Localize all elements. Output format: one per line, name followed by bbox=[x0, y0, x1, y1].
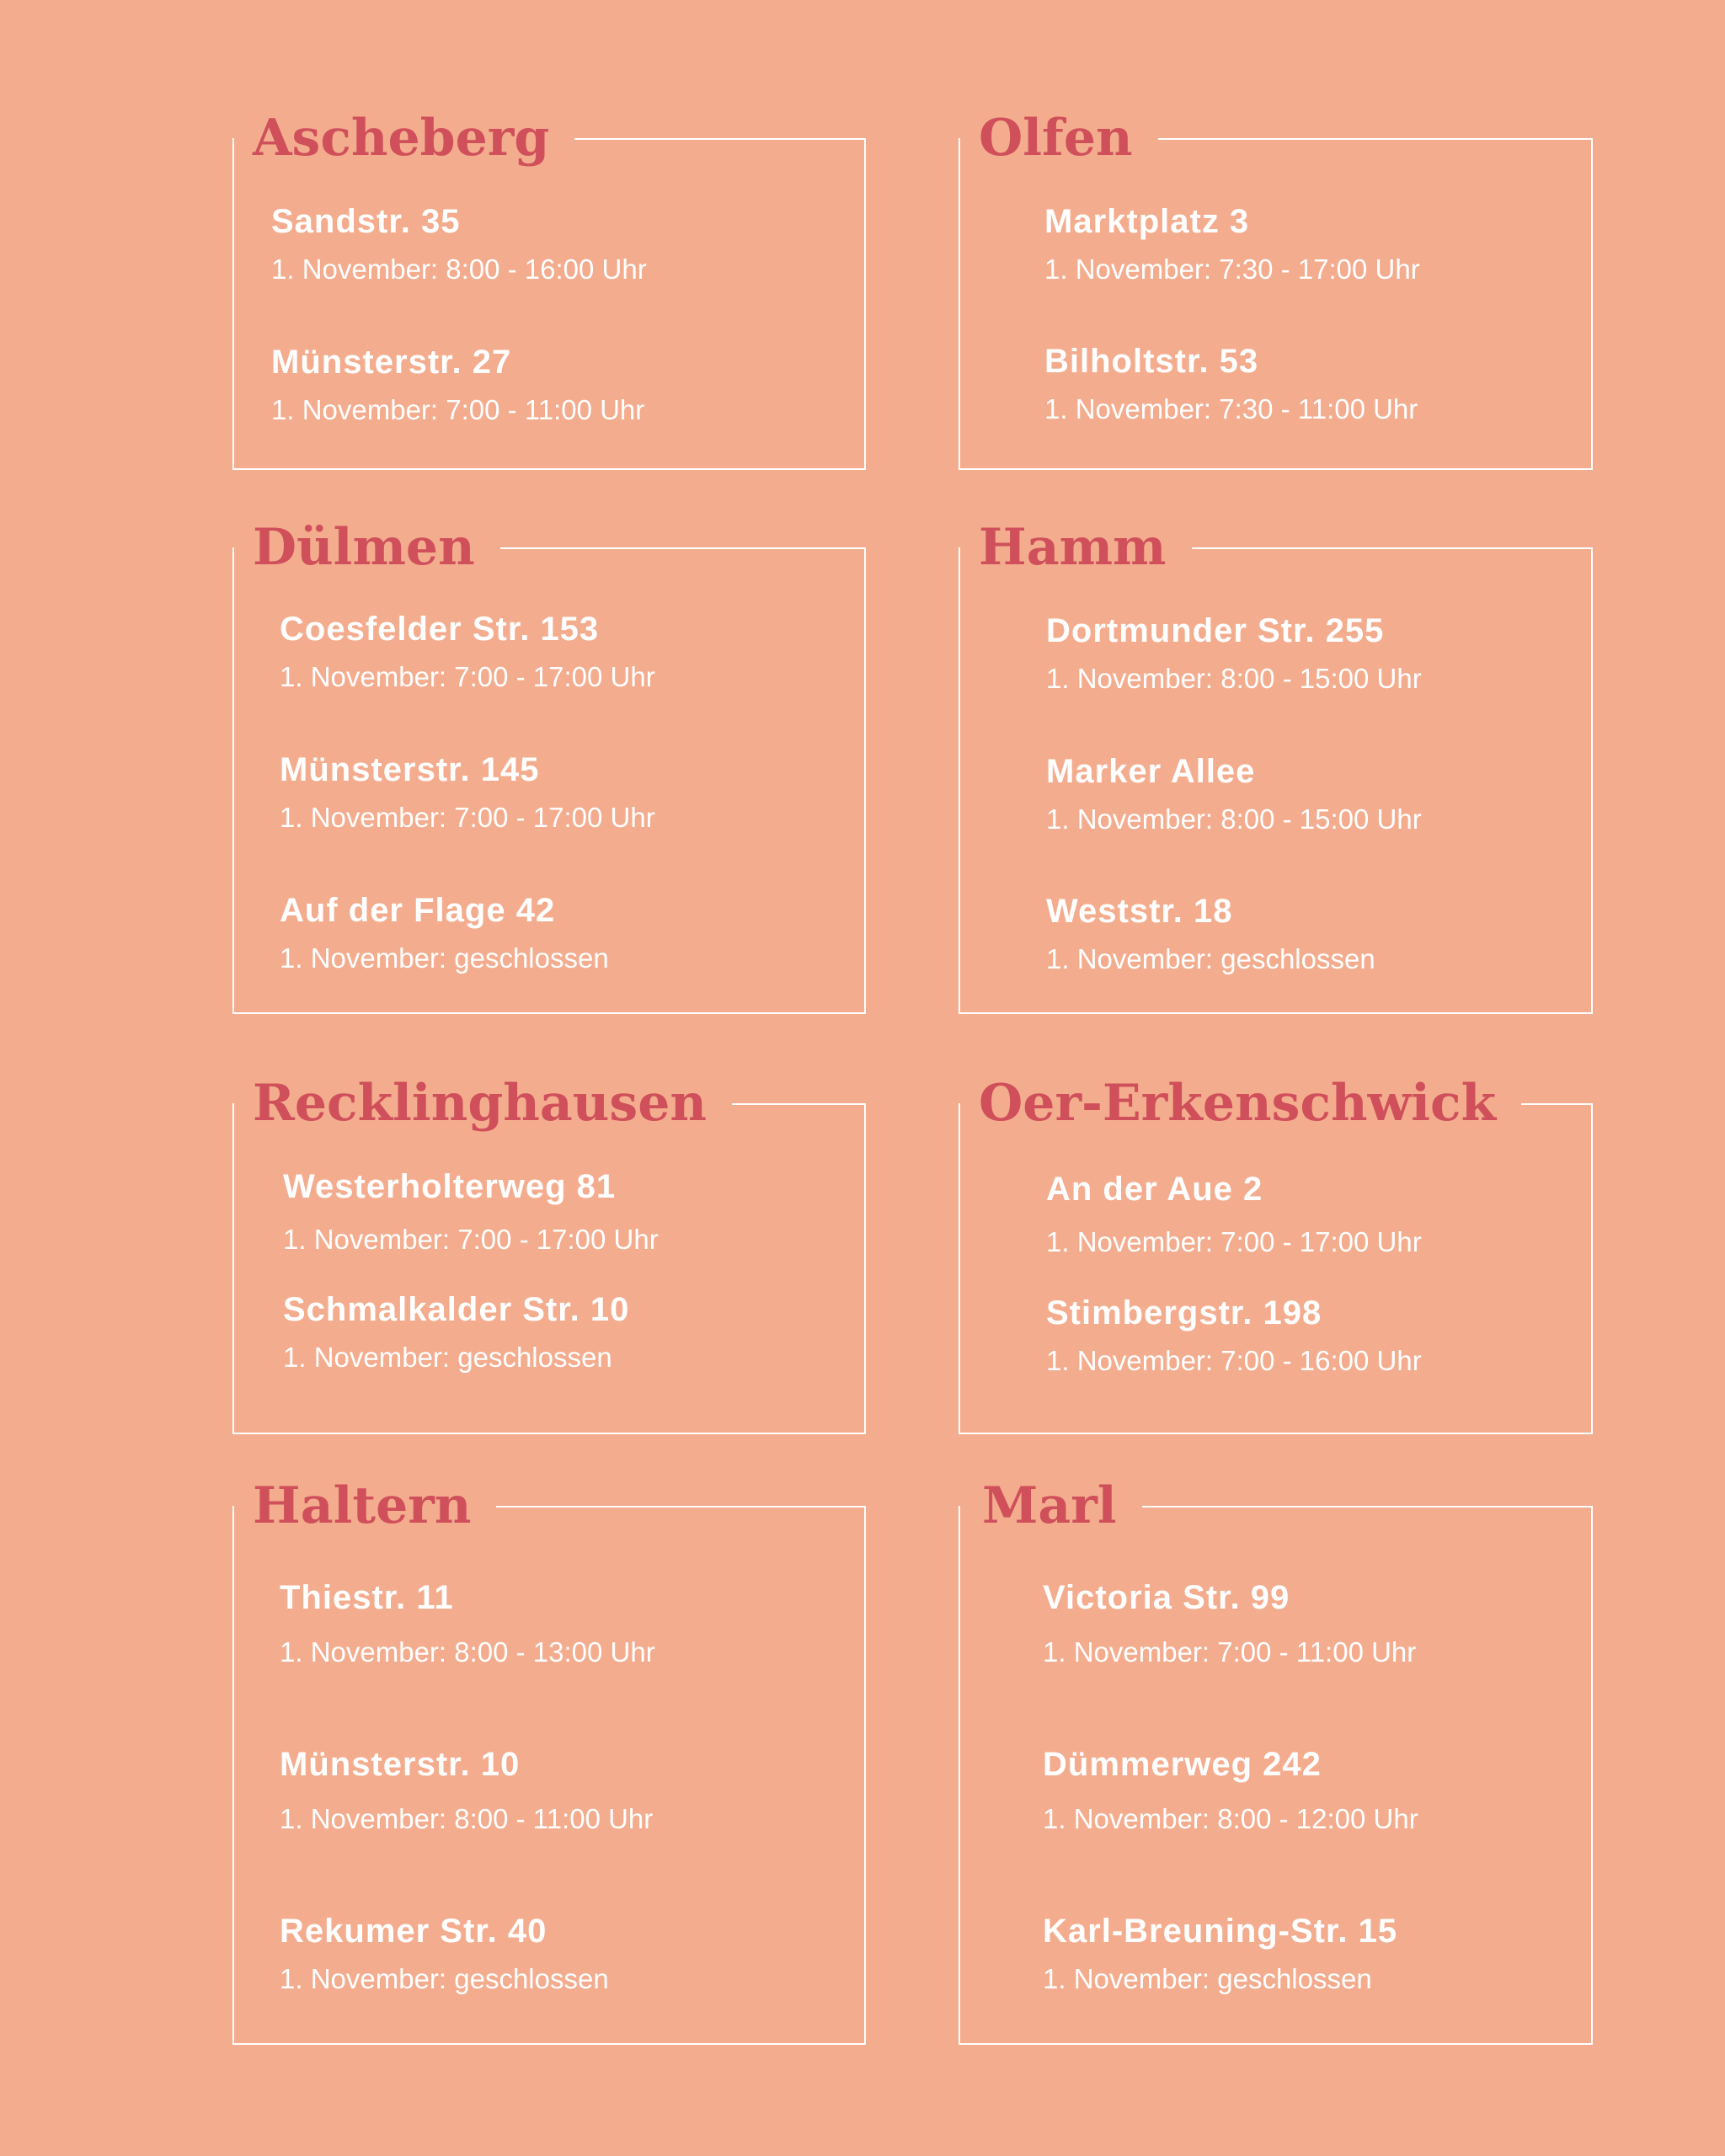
opening-hours: 1. November: 7:00 - 17:00 Uhr bbox=[280, 661, 655, 692]
location-entry bbox=[1046, 892, 1375, 976]
location-card-ascheberg bbox=[232, 109, 866, 470]
opening-hours: 1. November: geschlossen bbox=[280, 942, 609, 974]
location-card-olfen bbox=[959, 109, 1593, 470]
street-address: Thiestr. 11 bbox=[280, 1579, 454, 1616]
opening-hours: 1. November: 7:30 - 11:00 Uhr bbox=[1044, 393, 1418, 424]
opening-hours: 1. November: geschlossen bbox=[1043, 1963, 1372, 1994]
location-entry bbox=[271, 343, 644, 427]
location-entry bbox=[1044, 342, 1418, 426]
street-address: Westerholterweg 81 bbox=[283, 1168, 617, 1205]
opening-hours: 1. November: 8:00 - 13:00 Uhr bbox=[280, 1636, 655, 1668]
city-title: Recklinghausen bbox=[234, 1061, 732, 1145]
opening-hours: 1. November: 7:00 - 17:00 Uhr bbox=[280, 802, 655, 833]
city-title: Haltern bbox=[234, 1464, 496, 1548]
street-address: Sandstr. 35 bbox=[271, 203, 461, 240]
city-title: Ascheberg bbox=[234, 96, 574, 180]
street-address: Coesfelder Str. 153 bbox=[280, 611, 600, 648]
location-entry bbox=[1043, 1912, 1397, 1996]
location-entry bbox=[1044, 202, 1420, 286]
location-entry bbox=[283, 1290, 629, 1374]
location-card-marl bbox=[959, 1476, 1593, 2045]
street-address: Weststr. 18 bbox=[1046, 893, 1233, 930]
street-address: Dortmunder Str. 255 bbox=[1046, 612, 1385, 649]
street-address: Karl-Breuning-Str. 15 bbox=[1043, 1913, 1398, 1950]
location-entry bbox=[1046, 1170, 1422, 1259]
city-title: Oer-Erkenschwick bbox=[960, 1061, 1521, 1145]
location-entry bbox=[280, 891, 609, 975]
opening-hours: 1. November: 7:00 - 16:00 Uhr bbox=[1046, 1345, 1422, 1376]
location-card-recklinghausen bbox=[232, 1074, 866, 1434]
opening-hours: 1. November: geschlossen bbox=[283, 1342, 612, 1373]
opening-hours: 1. November: geschlossen bbox=[1046, 943, 1375, 974]
location-entry bbox=[1046, 752, 1422, 836]
street-address: Münsterstr. 145 bbox=[280, 751, 540, 788]
street-address: Münsterstr. 10 bbox=[280, 1746, 521, 1783]
street-address: Auf der Flage 42 bbox=[280, 892, 556, 929]
street-address: Stimbergstr. 198 bbox=[1046, 1294, 1322, 1331]
location-entry bbox=[271, 202, 647, 286]
street-address: Marktplatz 3 bbox=[1044, 203, 1250, 240]
street-address: Victoria Str. 99 bbox=[1043, 1579, 1290, 1616]
street-address: Bilholtstr. 53 bbox=[1044, 343, 1259, 380]
street-address: Rekumer Str. 40 bbox=[280, 1913, 547, 1950]
location-card-hamm bbox=[959, 518, 1593, 1014]
street-address: Münsterstr. 27 bbox=[271, 344, 512, 381]
location-card-haltern bbox=[232, 1476, 866, 2045]
location-entry bbox=[280, 610, 655, 694]
location-entry bbox=[280, 1912, 609, 1996]
opening-hours: 1. November: 8:00 - 15:00 Uhr bbox=[1046, 803, 1422, 835]
opening-hours: 1. November: 7:00 - 17:00 Uhr bbox=[283, 1224, 659, 1255]
location-entry bbox=[1043, 1578, 1416, 1669]
location-card-oer-erkenschwick bbox=[959, 1074, 1593, 1434]
opening-hours: 1. November: geschlossen bbox=[280, 1963, 609, 1994]
opening-hours: 1. November: 8:00 - 11:00 Uhr bbox=[280, 1803, 654, 1834]
opening-hours: 1. November: 8:00 - 15:00 Uhr bbox=[1046, 663, 1422, 694]
city-title: Dülmen bbox=[234, 505, 500, 590]
street-address: An der Aue 2 bbox=[1046, 1171, 1263, 1208]
street-address: Dümmerweg 242 bbox=[1043, 1746, 1322, 1783]
city-title: Marl bbox=[960, 1464, 1142, 1548]
opening-hours: 1. November: 7:00 - 11:00 Uhr bbox=[271, 394, 645, 425]
opening-hours: 1. November: 8:00 - 16:00 Uhr bbox=[271, 253, 647, 285]
opening-hours: 1. November: 7:30 - 17:00 Uhr bbox=[1044, 253, 1420, 285]
opening-hours: 1. November: 7:00 - 17:00 Uhr bbox=[1046, 1226, 1422, 1257]
location-entry bbox=[280, 1745, 653, 1836]
city-title: Olfen bbox=[960, 96, 1158, 180]
opening-hours: 1. November: 8:00 - 12:00 Uhr bbox=[1043, 1803, 1418, 1834]
city-title: Hamm bbox=[960, 505, 1192, 590]
street-address: Marker Allee bbox=[1046, 753, 1256, 790]
location-entry bbox=[280, 1578, 655, 1669]
location-entry bbox=[283, 1167, 659, 1257]
street-address: Schmalkalder Str. 10 bbox=[283, 1291, 630, 1328]
location-entry bbox=[1043, 1745, 1418, 1836]
location-entry bbox=[280, 750, 655, 835]
opening-hours: 1. November: 7:00 - 11:00 Uhr bbox=[1043, 1636, 1417, 1668]
location-entry bbox=[1046, 611, 1422, 696]
location-entry bbox=[1046, 1294, 1422, 1378]
location-card-duelmen bbox=[232, 518, 866, 1014]
